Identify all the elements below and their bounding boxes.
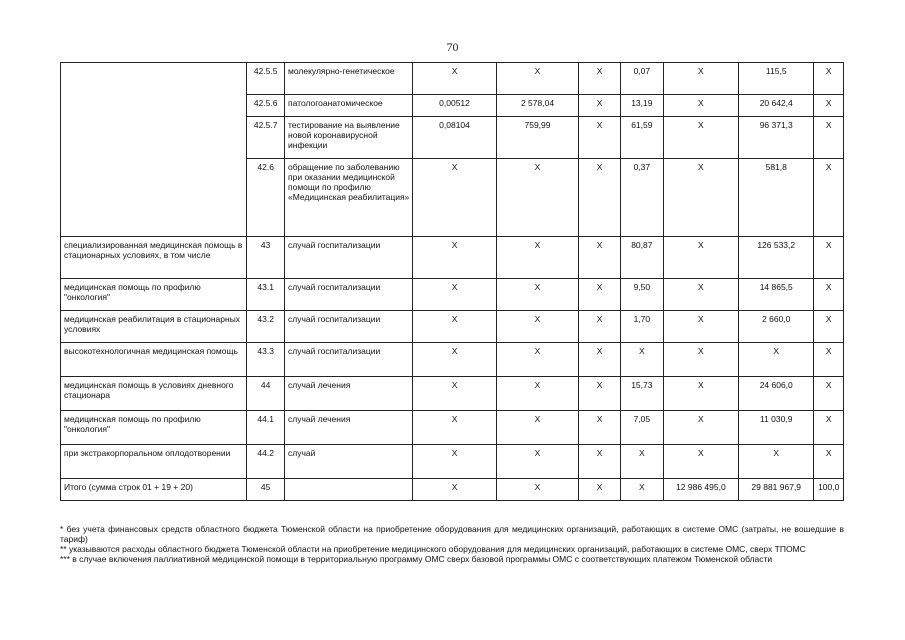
table-cell-name: медицинская помощь по профилю "онкология" — [61, 279, 247, 311]
table-cell-code: 42.5.6 — [247, 95, 285, 117]
table-cell-c1: X — [413, 311, 496, 343]
table-cell-c3: X — [579, 159, 621, 237]
table-row — [61, 377, 844, 411]
table-cell-c4: 13,19 — [620, 95, 663, 117]
footnote: * без учета финансовых средств областного бюджета Тюменской области на приобретение оборудования для медицинских организаций, работающих в системе ОМС (затраты, не вошедшие в тариф) — [60, 524, 844, 544]
table-cell-c2: X — [496, 479, 578, 501]
table-cell-c6: 126 533,2 — [739, 237, 814, 279]
table-cell-c5: X — [663, 63, 738, 95]
table-cell-c1: X — [413, 279, 496, 311]
table-cell-c5: X — [663, 343, 738, 377]
table-cell-c7: X — [814, 63, 844, 95]
table-cell-code: 42.5.5 — [247, 63, 285, 95]
table-cell-c6: 11 030,9 — [739, 411, 814, 445]
table-cell-code: 42.6 — [247, 159, 285, 237]
table-cell-unit: молекулярно-генетическое — [285, 63, 413, 95]
table-cell-c1: X — [413, 343, 496, 377]
table-cell-c7: X — [814, 311, 844, 343]
table-cell-c1: X — [413, 479, 496, 501]
table-cell-c4: X — [620, 343, 663, 377]
table-cell-c6: 20 642,4 — [739, 95, 814, 117]
table-cell-c6: X — [739, 445, 814, 479]
table-cell-c3: X — [579, 411, 621, 445]
table-cell-c6: 581,8 — [739, 159, 814, 237]
tariff-table — [60, 62, 844, 501]
table-cell-c7: X — [814, 117, 844, 159]
table-cell-unit — [285, 479, 413, 501]
table-cell-c1: X — [413, 237, 496, 279]
table-cell-unit: тестирование на выявление новой коронавирусной инфекции — [285, 117, 413, 159]
table-cell-c6: 115,5 — [739, 63, 814, 95]
table-cell-c3: X — [579, 117, 621, 159]
table-cell-c5: X — [663, 117, 738, 159]
table-cell-c5: X — [663, 237, 738, 279]
table-cell-c7: X — [814, 95, 844, 117]
footnote: *** в случае включения паллиативной медицинской помощи в территориальную программу ОМС сверх базовой программы ОМС с соответствующих платежом Тюменской области — [60, 554, 773, 564]
table-row — [61, 411, 844, 445]
table-cell-name: медицинская помощь по профилю "онкология" — [61, 411, 247, 445]
footnote: ** указываются расходы областного бюджета Тюменской области на приобретение медицинского оборудования для медицинских организаций, работающих в системе ОМС, сверх ТПОМС — [60, 544, 806, 554]
table-cell-c6: 2 660,0 — [739, 311, 814, 343]
table-cell-c4: X — [620, 445, 663, 479]
table-cell-c5: X — [663, 445, 738, 479]
table-cell-c3: X — [579, 237, 621, 279]
table-cell-code: 43.1 — [247, 279, 285, 311]
table-cell-c4: 61,59 — [620, 117, 663, 159]
table-cell-c1: 0,00512 — [413, 95, 496, 117]
table-cell-code: 44 — [247, 377, 285, 411]
table-cell-c6: 14 865,5 — [739, 279, 814, 311]
table-cell-c2: X — [496, 343, 578, 377]
table-cell-c4: 1,70 — [620, 311, 663, 343]
table-cell-c7: X — [814, 279, 844, 311]
table-cell-c1: X — [413, 445, 496, 479]
table-row — [61, 445, 844, 479]
table-cell-code: 44.1 — [247, 411, 285, 445]
table-cell-c1: X — [413, 377, 496, 411]
table-cell-name: медицинская реабилитация в стационарных условиях — [61, 311, 247, 343]
table-cell-code: 44.2 — [247, 445, 285, 479]
table-cell-c4: X — [620, 479, 663, 501]
footnotes — [60, 524, 844, 564]
table-cell-c7: X — [814, 411, 844, 445]
table-cell-c4: 15,73 — [620, 377, 663, 411]
table-cell-c2: X — [496, 279, 578, 311]
table-cell-c3: X — [579, 377, 621, 411]
table-cell-code: 43.3 — [247, 343, 285, 377]
table-cell-unit: патологоанатомическое — [285, 95, 413, 117]
table-row — [61, 311, 844, 343]
table-cell-unit: случай госпитализации — [285, 343, 413, 377]
table-cell-c4: 80,87 — [620, 237, 663, 279]
table-cell-name — [61, 63, 247, 237]
table-cell-c3: X — [579, 95, 621, 117]
table-cell-c2: X — [496, 63, 578, 95]
table-cell-name: медицинская помощь в условиях дневного стационара — [61, 377, 247, 411]
table-cell-c3: X — [579, 479, 621, 501]
table-cell-c6: X — [739, 343, 814, 377]
table-cell-c5: 12 986 495,0 — [663, 479, 738, 501]
table-cell-c5: X — [663, 95, 738, 117]
table-cell-c7: X — [814, 159, 844, 237]
table-cell-c4: 0,07 — [620, 63, 663, 95]
table-cell-c3: X — [579, 63, 621, 95]
table-body — [61, 63, 844, 501]
table-cell-code: 42.5.7 — [247, 117, 285, 159]
table-cell-c2: 759,99 — [496, 117, 578, 159]
table-cell-name: Итого (сумма строк 01 + 19 + 20) — [61, 479, 247, 501]
table-cell-code: 45 — [247, 479, 285, 501]
table-cell-c4: 7,05 — [620, 411, 663, 445]
table-cell-name: специализированная медицинская помощь в стационарных условиях, в том числе — [61, 237, 247, 279]
table-cell-unit: случай госпитализации — [285, 237, 413, 279]
table-cell-name: высокотехнологичная медицинская помощь — [61, 343, 247, 377]
table-cell-c3: X — [579, 311, 621, 343]
table-cell-c5: X — [663, 279, 738, 311]
table-cell-unit: случай — [285, 445, 413, 479]
table-cell-c2: X — [496, 311, 578, 343]
table-cell-c1: X — [413, 63, 496, 95]
table-row — [61, 479, 844, 501]
table-cell-c3: X — [579, 343, 621, 377]
table-row — [61, 343, 844, 377]
table-cell-c6: 96 371,3 — [739, 117, 814, 159]
table-row — [61, 63, 844, 95]
table-cell-c1: X — [413, 159, 496, 237]
table-cell-c2: X — [496, 237, 578, 279]
table-cell-unit: случай лечения — [285, 411, 413, 445]
table-cell-c4: 0,37 — [620, 159, 663, 237]
table-cell-c4: 9,50 — [620, 279, 663, 311]
table-cell-c5: X — [663, 377, 738, 411]
table-cell-code: 43.2 — [247, 311, 285, 343]
table-cell-c2: X — [496, 159, 578, 237]
table-cell-unit: случай лечения — [285, 377, 413, 411]
table-row — [61, 279, 844, 311]
table-cell-c1: X — [413, 411, 496, 445]
table-cell-c5: X — [663, 411, 738, 445]
table-cell-c7: X — [814, 343, 844, 377]
table-cell-c6: 24 606,0 — [739, 377, 814, 411]
table-cell-c1: 0,08104 — [413, 117, 496, 159]
table-cell-c2: X — [496, 377, 578, 411]
table-cell-name: при экстракорпоральном оплодотворении — [61, 445, 247, 479]
table-cell-unit: обращение по заболеванию при оказании медицинской помощи по профилю «Медицинская реабилитация» — [285, 159, 413, 237]
table-cell-c7: X — [814, 237, 844, 279]
page-number: 70 — [446, 40, 459, 54]
table-cell-c5: X — [663, 311, 738, 343]
table-row — [61, 237, 844, 279]
table-cell-c7: X — [814, 445, 844, 479]
table-cell-c5: X — [663, 159, 738, 237]
table-cell-c6: 29 881 967,9 — [739, 479, 814, 501]
table-cell-c7: X — [814, 377, 844, 411]
table-cell-unit: случай госпитализации — [285, 279, 413, 311]
table-cell-code: 43 — [247, 237, 285, 279]
table-cell-c2: X — [496, 445, 578, 479]
table-cell-unit: случай госпитализации — [285, 311, 413, 343]
table-cell-c7: 100,0 — [814, 479, 844, 501]
table-cell-c3: X — [579, 445, 621, 479]
table-cell-c2: 2 578,04 — [496, 95, 578, 117]
table-cell-c3: X — [579, 279, 621, 311]
table-cell-c2: X — [496, 411, 578, 445]
